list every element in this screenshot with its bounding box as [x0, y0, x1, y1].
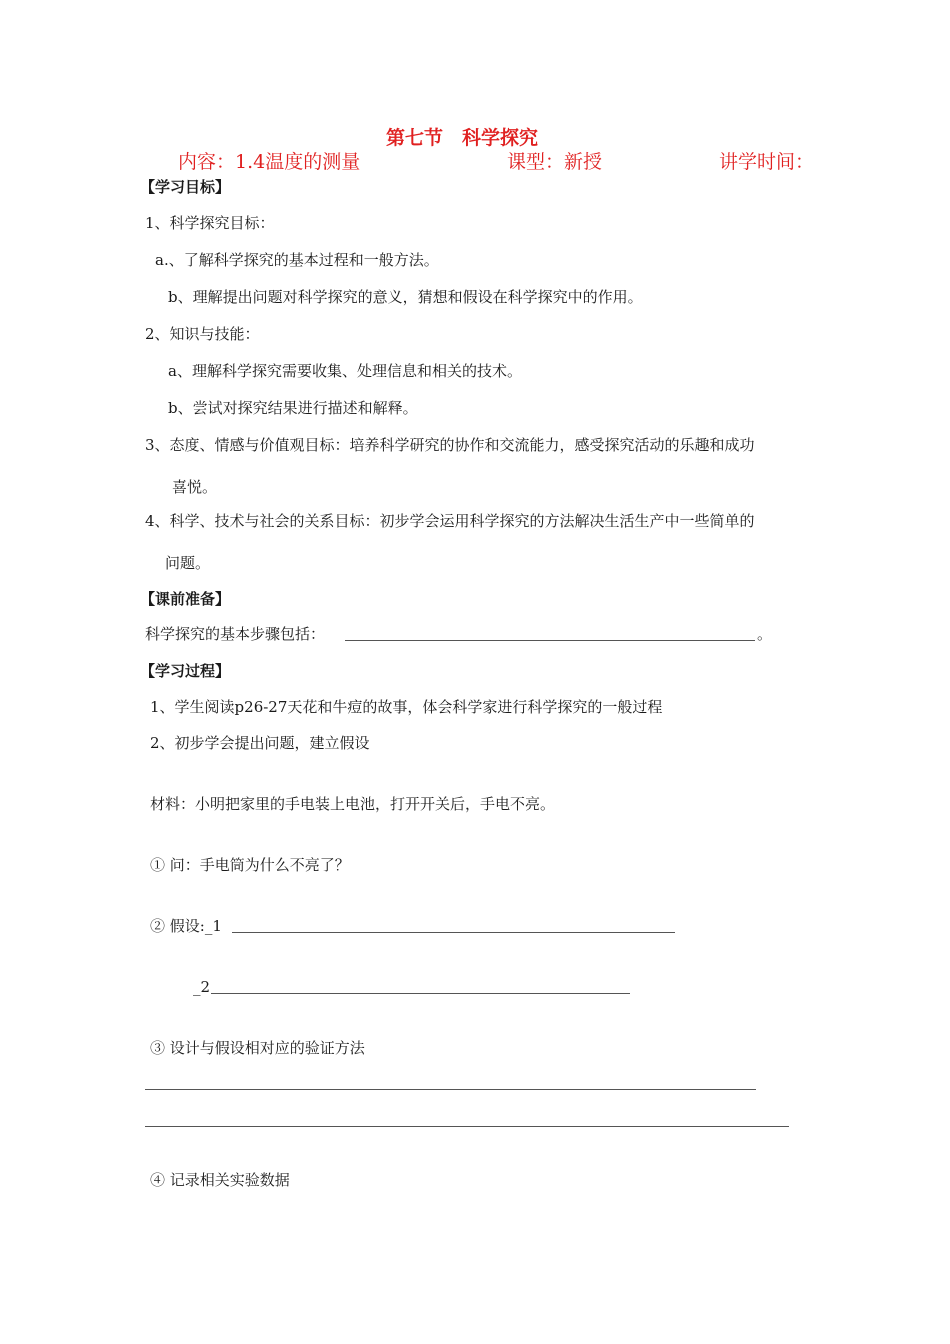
- lesson-time: 讲学时间：: [719, 151, 815, 173]
- preparation-prompt: 科学探究的基本步骤包括：: [145, 625, 326, 643]
- hypothesis-1-label: ② 假设:_1: [150, 917, 222, 935]
- preparation-heading: 【课前准备】: [140, 590, 231, 608]
- lesson-content: 内容：1.4温度的测量: [178, 151, 361, 173]
- lesson-type: 课型：新授: [507, 151, 603, 173]
- process-material: 材料：小明把家里的手电装上电池，打开开关后，手电不亮。: [150, 795, 556, 813]
- hypothesis-2-label: _2: [193, 978, 211, 996]
- verification-blank-1[interactable]: [145, 1089, 756, 1090]
- objective-3-line1: 3、态度、情感与价值观目标：培养科学研究的协作和交流能力，感受探究活动的乐趣和成功: [145, 436, 755, 454]
- process-step-1: 1、学生阅读p26-27天花和牛痘的故事，体会科学家进行科学探究的一般过程: [150, 698, 663, 716]
- objective-4-line1: 4、科学、技术与社会的关系目标：初步学会运用科学探究的方法解决生活生产中一些简单的: [145, 512, 755, 530]
- objective-1b: b、理解提出问题对科学探究的意义，猜想和假设在科学探究中的作用。: [168, 288, 643, 306]
- objectives-heading: 【学习目标】: [140, 178, 231, 196]
- verification-blank-2[interactable]: [145, 1126, 789, 1127]
- preparation-blank[interactable]: [345, 640, 755, 641]
- preparation-end: 。: [757, 625, 773, 643]
- objective-1a: a.、了解科学探究的基本过程和一般方法。: [155, 251, 439, 269]
- question-3: ③ 设计与假设相对应的验证方法: [150, 1039, 365, 1057]
- objective-2: 2、知识与技能：: [145, 325, 260, 343]
- question-1: ① 问：手电筒为什么不亮了？: [150, 856, 350, 874]
- hypothesis-1-blank[interactable]: [232, 932, 675, 933]
- objective-4-line2: 问题。: [165, 554, 211, 572]
- process-step-2: 2、初步学会提出问题，建立假设: [150, 734, 370, 752]
- objective-2a: a、理解科学探究需要收集、处理信息和相关的技术。: [168, 362, 522, 380]
- question-4: ④ 记录相关实验数据: [150, 1171, 290, 1189]
- objective-1: 1、科学探究目标：: [145, 214, 275, 232]
- objective-3-line2: 喜悦。: [172, 478, 218, 496]
- hypothesis-2-blank[interactable]: [211, 993, 630, 994]
- objective-2b: b、尝试对探究结果进行描述和解释。: [168, 399, 418, 417]
- process-heading: 【学习过程】: [140, 662, 231, 680]
- document-title: 第七节 科学探究: [386, 127, 539, 149]
